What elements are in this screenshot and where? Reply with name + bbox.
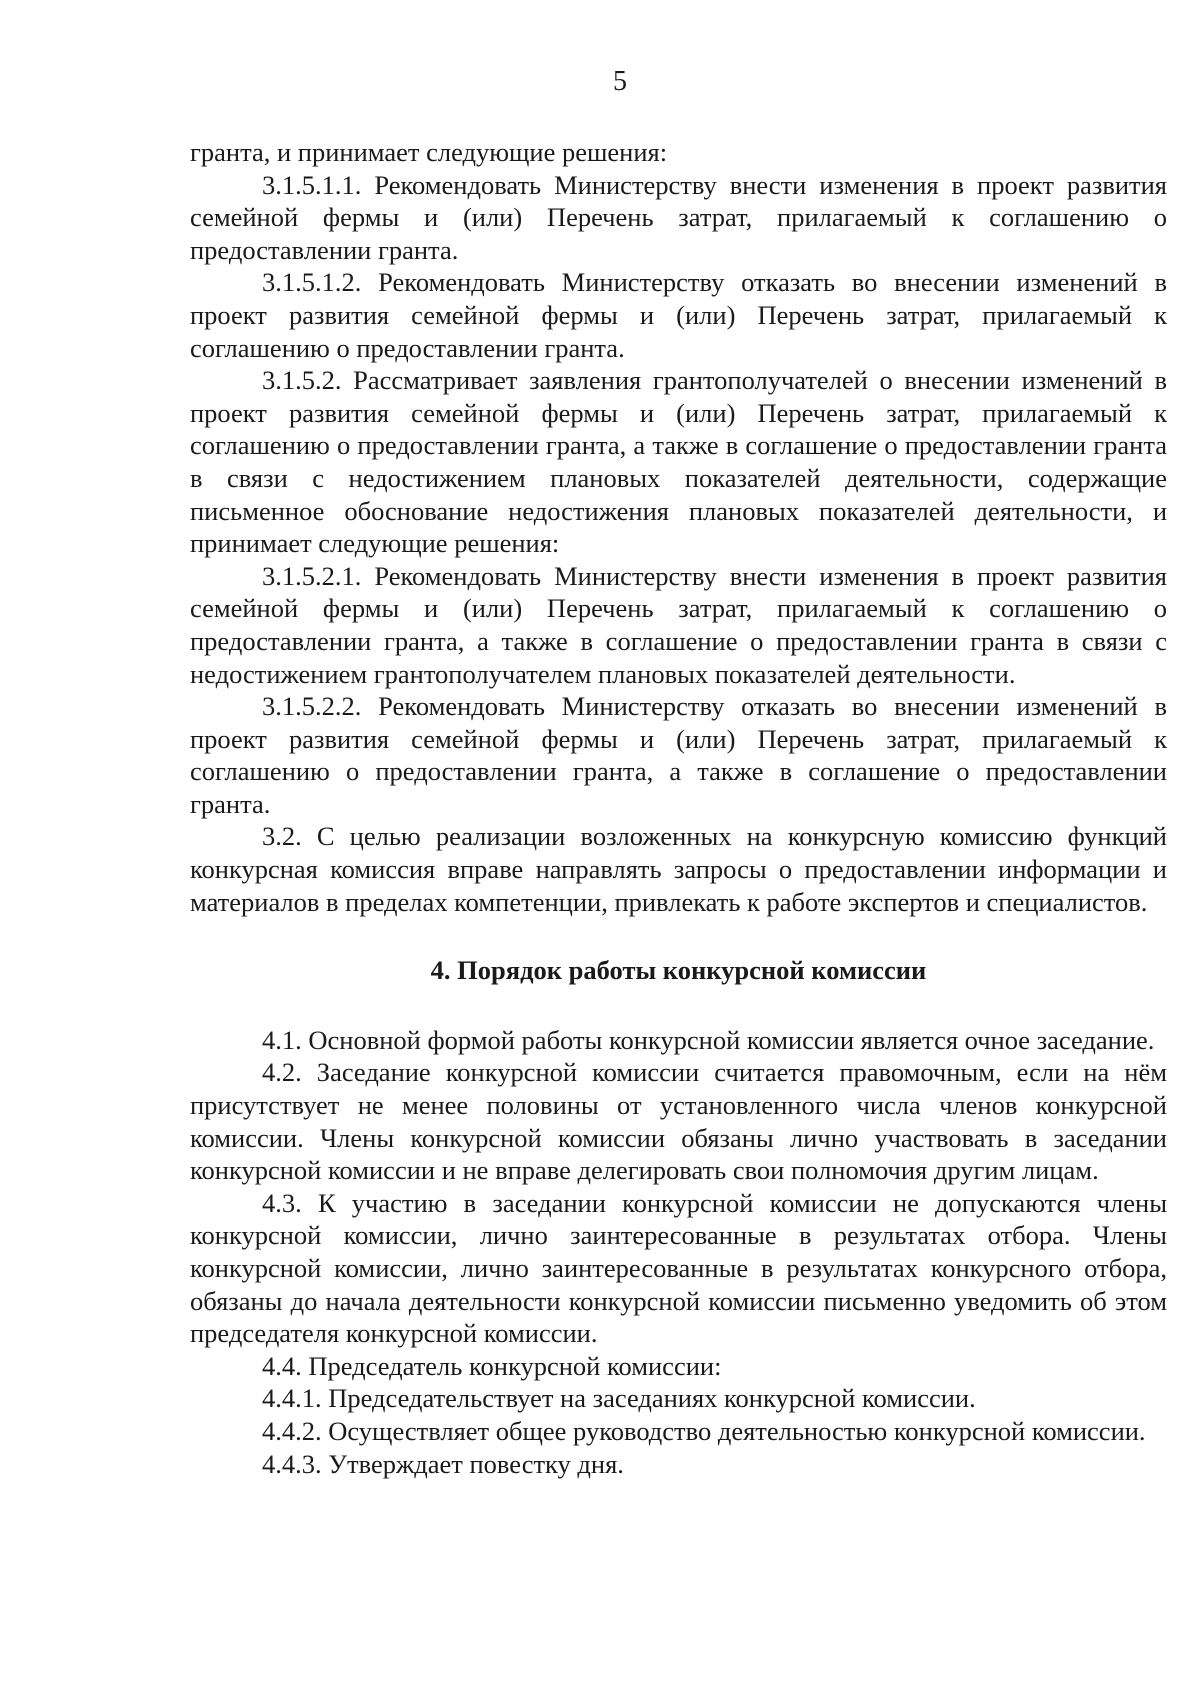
document-body [190, 136, 1167, 1480]
paragraph-3-1-5-1-1: 3.1.5.1.1. Рекомендовать Министерству внести изменения в проект развития семейной фермы и (или) Перечень затрат, прилагаемый к соглашению о предоставлении гранта. [190, 169, 1167, 265]
paragraph-4-4-3: 4.4.3. Утверждает повестку дня. [262, 1448, 624, 1479]
section-heading: 4. Порядок работы конкурсной комиссии [430, 955, 927, 986]
paragraph-3-1-5-1-2: 3.1.5.1.2. Рекомендовать Министерству отказать во внесении изменений в проект развития семейной фермы и (или) Перечень затрат, прилагаемый к соглашению о предоставлении гранта. [190, 267, 1167, 363]
page-number: 5 [613, 66, 627, 97]
paragraph-4-4-1: 4.4.1. Председательствует на заседаниях конкурсной комиссии. [262, 1383, 976, 1414]
paragraph-3-1-5-2: 3.1.5.2. Рассматривает заявления грантополучателей о внесении изменений в проект развития семейной фермы и (или) Перечень затрат, прилагаемый к соглашению о предоставлении гранта, а также в соглашение о предоставлении гранта в связи с недостижением плановых показателей деятельности, содержащие письменное обоснование недостижения плановых показателей деятельности, и принимает следующие решения: [190, 365, 1167, 559]
paragraph-3-1-5-2-1: 3.1.5.2.1. Рекомендовать Министерству внести изменения в проект развития семейной фермы и (или) Перечень затрат, прилагаемый к соглашению о предоставлении гранта, а также в соглашение о предоставлении гранта в связи с недостижением грантополучателем плановых показателей деятельности. [190, 560, 1167, 689]
paragraph-4-1: 4.1. Основной формой работы конкурсной комиссии является очное заседание. [262, 1024, 1155, 1055]
paragraph-3-2: 3.2. С целью реализации возложенных на конкурсную комиссию функций конкурсная комиссия вправе направлять запросы о предоставлении информации и материалов в пределах компетенции, привлекать к работе экспертов и специалистов. [190, 821, 1167, 917]
paragraph-3-1-5-2-2: 3.1.5.2.2. Рекомендовать Министерству отказать во внесении изменений в проект развития семейной фермы и (или) Перечень затрат, прилагаемый к соглашению о предоставлении гранта, а также в соглашение о предоставлении гранта. [190, 691, 1167, 819]
paragraph-4-3: 4.3. К участию в заседании конкурсной комиссии не допускаются члены конкурсной комиссии, лично заинтересованные в результатах отбора. Члены конкурсной комиссии, лично заинтересованные в результатах конкурсного отбора, обязаны до начала деятельности конкурсной комиссии письменно уведомить об этом председателя конкурсной комиссии. [190, 1187, 1167, 1349]
paragraph-4-4-2: 4.4.2. Осуществляет общее руководство деятельностью конкурсной комиссии. [262, 1415, 1146, 1446]
paragraph-4-2: 4.2. Заседание конкурсной комиссии считается правомочным, если на нём присутствует не менее половины от установленного числа членов конкурсной комиссии. Члены конкурсной комиссии обязаны лично участвовать в заседании конкурсной комиссии и не вправе делегировать свои полномочия другим лицам. [190, 1057, 1167, 1186]
paragraph-continuation: гранта, и принимает следующие решения: [190, 137, 668, 167]
paragraph-4-4: 4.4. Председатель конкурсной комиссии: [262, 1350, 722, 1381]
